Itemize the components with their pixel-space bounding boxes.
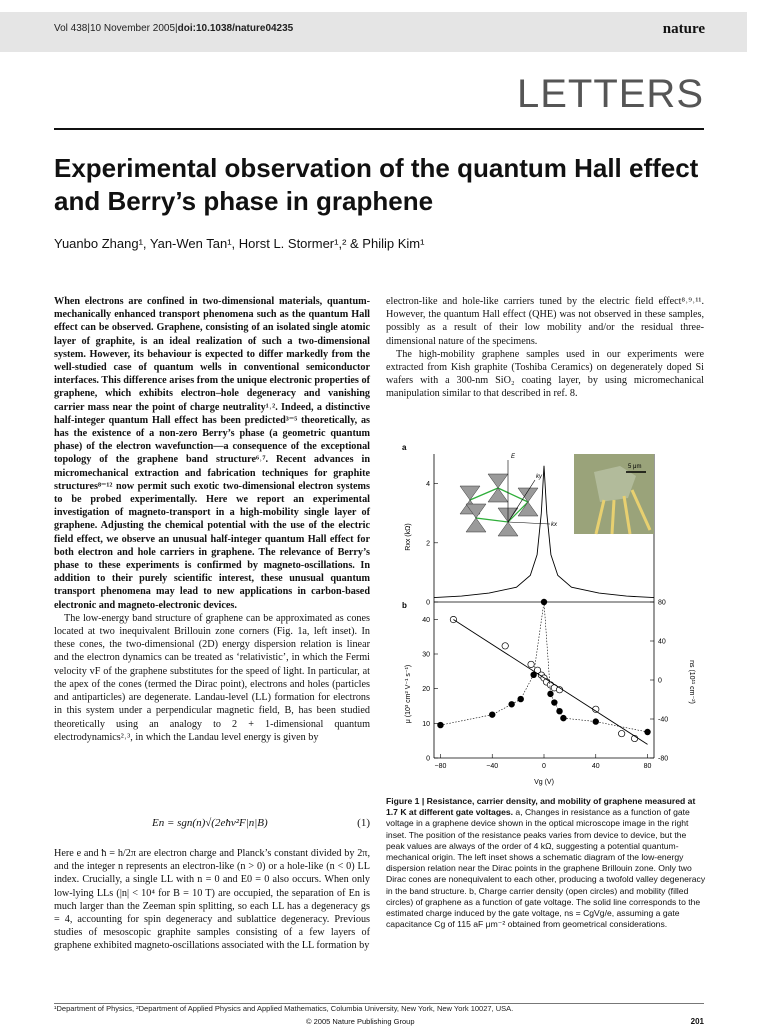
panel-b-left-ytick-label: 10 xyxy=(422,720,430,728)
article-title xyxy=(54,152,734,218)
mobility-dotted-line xyxy=(441,602,648,732)
mobility-point xyxy=(593,718,599,724)
panel-a-label: a xyxy=(402,443,407,452)
panel-a-ticks xyxy=(426,481,438,606)
affiliation-footnote: ¹Department of Physics, ²Department of Applied Physics and Applied Mathematics, Columbia University, New York, New York 10027, USA. xyxy=(54,1004,514,1013)
carrier-density-point xyxy=(618,730,624,736)
mobility-point xyxy=(547,691,553,697)
panel-a-ytick-label: 4 xyxy=(426,481,430,489)
author-list: Yuanbo Zhang¹, Yan-Wen Tan¹, Horst L. Stormer¹,² & Philip Kim¹ xyxy=(54,236,425,251)
mobility-point xyxy=(644,729,650,735)
panel-a-ylabel: Rxx (kΩ) xyxy=(405,523,412,551)
mobility-point xyxy=(518,696,524,702)
panel-b-left-ytick-label: 0 xyxy=(426,755,430,763)
panel-b-xtick-label: 40 xyxy=(591,763,600,770)
header-rule xyxy=(54,128,704,130)
journal-header xyxy=(0,12,747,52)
mobility-point xyxy=(489,711,495,717)
inset-E-label: E xyxy=(511,454,516,460)
equation-body: En = sgn(n)√(2eħv²F|n|B) xyxy=(152,817,268,829)
inset-ky-label: ky xyxy=(536,474,542,480)
abstract: When electrons are confined in two-dimensional materials, quantum-mechanically enhanced transport phenomena such as the quantum Hall effect can be observed. Graphene, consisting of an isolated single atomic layer of graphite, is an ideal realization of such a two-dimensional system. However, its behaviour is expected to differ markedly from the well-studied case of quantum wells in conventional semiconductor interfaces. This difference arises from the unique electronic properties of graphene, which exhibits electron–hole degeneracy and vanishing carrier mass near the point of charge neutrality¹˒². Indeed, a distinctive half-integer quantum Hall effect has been predicted³⁻⁵ theoretically, as has the existence of a non-zero Berry’s phase (a geometric quantum phase) of the electron wavefunction—a consequence of the exceptional topology of the graphene band structure⁶˒⁷. Recent advances in micromechanical extraction and fabrication techniques for graphite structures⁸⁻¹² now permit such exotic two-dimensional electron systems to be probed experimentally. Here we report an experimental investigation of magneto-transport in a high-mobility single layer of graphene. Adjusting the chemical potential with the use of the electric field effect, we observe an unusual half-integer quantum Hall effect for both electron and hole carriers in graphene. The relevance of Berry’s phase to these experiments is confirmed by magneto-oscillations. In addition to their purely scientific interest, these unusual quantum transport phenomena may lead to new applications in carbon-based electronic and magneto-electronic devices. xyxy=(54,296,370,611)
carrier-density-point xyxy=(450,616,456,622)
dirac-cones xyxy=(460,474,538,536)
figure-caption xyxy=(386,796,706,930)
left-column xyxy=(54,295,370,744)
panel-b-left-ytick-label: 20 xyxy=(422,686,430,694)
panel-b-xtick-label: 80 xyxy=(643,763,652,770)
panel-b-ylabel-left: μ (10³ cm² V⁻¹ s⁻¹) xyxy=(405,664,412,724)
mobility-point xyxy=(551,699,557,705)
panel-b-xtick-label: −40 xyxy=(486,763,499,770)
body-paragraph-2: Here e and ħ = h/2π are electron charge and Planck’s constant divided by 2π, and the integer n represents an electron-like (n > 0) or a hole-like (n < 0) LL index. Crucially, a single LL with n = 0 and E0 = 0 also occurs. When only low-lying LLs (|n| < 10⁴ for B = 10 T) are occupied, the separation of En is much larger than the Zeeman spin splitting, so each LL has a degeneracy gs = 4, accounting for spin degeneracy and sublattice degeneracy. Previous studies of mesoscopic graphite samples consisting of a few layers of graphene exhibited magneto-oscillations associated with the LL formation by xyxy=(54,848,370,952)
panel-a-ytick-label: 2 xyxy=(426,540,430,548)
mobility-point xyxy=(560,715,566,721)
title-line-1: Experimental observation of the quantum Hall effect xyxy=(54,153,699,183)
panel-a-ytick-label: 0 xyxy=(426,599,430,607)
equation-number: (1) xyxy=(357,817,370,829)
gate-induced-density-line xyxy=(453,620,647,745)
section-label: LETTERS xyxy=(516,72,704,116)
scale-bar-label: 5 μm xyxy=(628,464,642,470)
panel-b-left-ytick-label: 40 xyxy=(422,616,430,624)
panel-b-label: b xyxy=(402,601,407,610)
panel-b-marks xyxy=(437,599,650,745)
mobility-point xyxy=(541,599,547,605)
carrier-density-point xyxy=(528,661,534,667)
journal-logo: nature xyxy=(662,21,705,37)
optical-micrograph-inset xyxy=(574,454,654,534)
carrier-density-point xyxy=(502,643,508,649)
volume-reference: Vol 438|10 November 2005|doi:10.1038/nature04235 xyxy=(54,23,294,34)
kx-axis xyxy=(508,522,550,524)
dirac-cones-inset xyxy=(460,454,558,536)
panel-b-right-ytick-label: 80 xyxy=(658,599,666,607)
mobility-point xyxy=(437,722,443,728)
panel-b-right-ytick-label: -40 xyxy=(658,716,669,724)
panel-b-right-ytick-label: 40 xyxy=(658,638,666,646)
right-column xyxy=(386,295,704,401)
panel-b-left-ytick-label: 30 xyxy=(422,651,430,659)
inset-kx-label: kx xyxy=(551,522,557,528)
panel-b-right-ytick-label: -80 xyxy=(658,755,669,763)
caption-title: Figure 1 | Resistance, carrier density, and mobility of graphene measured at 1.7 K at different gate voltages. xyxy=(386,796,696,818)
caption-body: a, Changes in resistance as a function of gate voltage in a graphene device shown in the optical microscope image in the right inset. The position of the resistance peaks varies from device to device, but the peak values are always of the order of 4 kΩ, suggesting a potential quantum-mechanical origin. The left inset shows a schematic diagram of the low-energy dispersion relation near the Dirac points in the graphene Brillouin zone. Only two Dirac cones are nonequivalent to each other, producing a twofold valley degeneracy in the band structure. b, Charge carrier density (open circles) and mobility (filled circles) of graphene as a function of gate voltage. The solid line corresponds to the estimated charge induced by the gate voltage, ns = CgVg/e, assuming a gate capacitance Cg of 115 aF μm⁻² obtained from geometrical considerations. xyxy=(386,807,706,930)
mobility-point xyxy=(556,708,562,714)
body-paragraph-1: The low-energy band structure of graphene can be approximated as cones located at two inequivalent Brillouin zone corners (Fig. 1a, left inset). In these cones, the two-dimensional (2D) energy dispersion relation is linear and the electron dynamics can be treated as ‘relativistic’, in which the Fermi velocity vF of the graphene substitutes for the speed of light. In particular, at the apex of the cones (termed the Dirac point), electrons and holes (particles and antiparticles) are degenerate. Landau-level (LL) formation for electrons in this system under a perpendicular magnetic field, B, has been studied theoretically using an analogy to 2 + 1-dimensional quantum electrodynamics²˒³, in which the Landau level energy is given by xyxy=(54,612,370,743)
panel-b-right-ytick-label: 0 xyxy=(658,677,662,685)
panel-b-xlabel: Vg (V) xyxy=(534,779,554,786)
mobility-point xyxy=(508,701,514,707)
page-number: 201 xyxy=(690,1017,704,1026)
equation-1 xyxy=(54,815,370,837)
title-line-2: and Berry’s phase in graphene xyxy=(54,186,434,216)
panel-b-xtick-label: −80 xyxy=(434,763,447,770)
copyright-notice: © 2005 Nature Publishing Group xyxy=(306,1017,415,1026)
figure-1 xyxy=(390,442,708,792)
figure-1-svg xyxy=(390,442,708,792)
panel-b-ylabel-right: ns (10¹¹ cm⁻²) xyxy=(688,660,695,704)
doi-link[interactable]: doi:10.1038/nature04235 xyxy=(177,23,294,34)
right-paragraph-2: The high-mobility graphene samples used in our experiments were extracted from Kish graphite (Toshiba Ceramics) on degenerately doped Si wafers with a 300-nm SiO₂ coating layer, by using micromechanical manipulation similar to that described in ref. 8. xyxy=(386,348,704,400)
panel-b-xtick-label: 0 xyxy=(542,763,546,770)
right-paragraph-1: electron-like and hole-like carriers tuned by the electric field effect⁸˒⁹˒¹¹. However, the quantum Hall effect (QHE) was not observed in these samples, possibly as a result of their low mobility and/or the residual three-dimensional nature of the specimens. xyxy=(386,296,704,347)
